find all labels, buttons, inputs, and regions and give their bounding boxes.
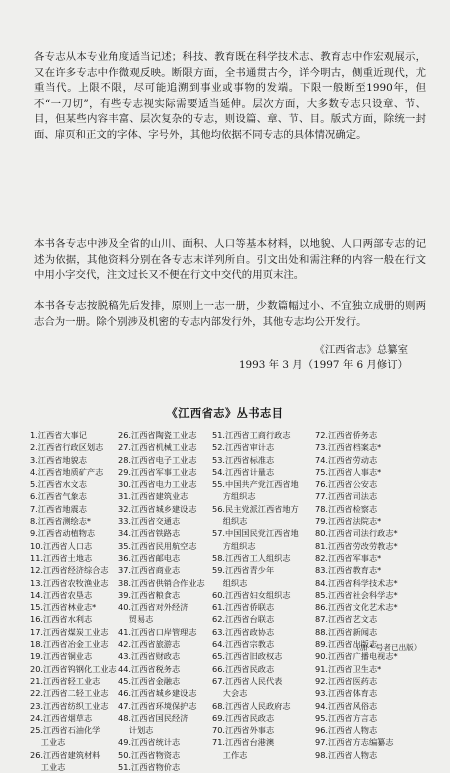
catalog-entry: 6.江西省气象志 [30, 491, 87, 502]
catalog-entry: 57.中国国民党江西省地 [212, 528, 299, 539]
catalog-entry: 17.江西省煤炭工业志 [30, 626, 109, 637]
catalog-entry: 41.江西省口岸管理志 [118, 626, 197, 637]
catalog-entry: 26.江西省陶瓷工业志 [118, 430, 197, 440]
catalog-entry: 1.江西省大事记 [30, 430, 87, 440]
catalog-entry: 50.江西省物资志 [118, 749, 181, 760]
catalog-entry: 4.江西省地质矿产志 [30, 466, 104, 477]
catalog-column-4 [315, 429, 398, 761]
catalog-entry: 27.江西省机械工业志 [118, 442, 197, 453]
catalog-entry: 76.江西省公安志 [315, 479, 378, 490]
catalog-entry: 69.江西省民政志 [212, 712, 275, 723]
catalog-entry: 工业志 [30, 737, 66, 748]
catalog-entry: 73.江西省档案志* [315, 442, 382, 453]
catalog-entry: 9.江西省动植物志 [30, 528, 96, 539]
catalog-entry: 32.江西省城乡建设志 [118, 503, 197, 514]
catalog-entry: 2.江西省行政区划志 [30, 442, 104, 453]
catalog-entry: 65.江西省旧政权志 [212, 651, 283, 662]
catalog-entry: 3.江西省地貌志 [30, 454, 87, 465]
catalog-entry: 58.江西省工人组织志 [212, 552, 291, 563]
catalog-entry: 方组织志 [212, 491, 256, 502]
catalog-entry: 31.江西省建筑业志 [118, 491, 189, 502]
catalog-entry: 28.江西省电子工业志 [118, 454, 197, 465]
catalog-entry: 92.江西省医药志 [315, 675, 378, 686]
catalog-entry: 49.江西省统计志 [118, 737, 181, 748]
paragraph-scope: 各专志从本专业角度适当记述；科技、教育既在科学技术志、教育志中作宏观展示，又在许多专志中作微观反映。断限方面，全书通贯古今，详今明古，侧重近现代，尤重当代。上限不限，尽可能追溯到事业或事物的发端。下限一般断至1990年，但不“一刀切”，有些专志视实际需要适当延伸。层次方面，大多数专志只设章、节、目，但某些内容丰富、层次复杂的专志，则设篇、章、节、目。版式方面，除统一封面、扉页和正文的字体、字号外，其他均依据不同专志的具体情况确定。 [34, 51, 426, 141]
catalog-entry: 15.江西省林业志* [30, 602, 97, 613]
catalog-entry: 48.江西省国民经济 [118, 712, 189, 723]
catalog-entry: 60.江西省妇女组织志 [212, 589, 291, 600]
catalog-entry: 54.江西省计量志 [212, 466, 275, 477]
catalog-entry: 贸易志 [118, 614, 154, 625]
catalog-entry: 39.江西省粮食志 [118, 589, 181, 600]
editor-signature: 《江西省志》总纂室 [314, 344, 408, 356]
catalog-entry: 43.江西省财政志 [118, 651, 181, 662]
catalog-entry: 23.江西省纺织工业志 [30, 700, 109, 711]
catalog-entry: 91.江西省卫生志* [315, 663, 382, 674]
catalog-entry: 61.江西省侨联志 [212, 602, 275, 613]
catalog-entry: 13.江西省农牧渔业志 [30, 577, 109, 588]
catalog-entry: 82.江西省军事志* [315, 552, 382, 563]
catalog-entry: 12.江西省经济综合志 [30, 565, 109, 576]
catalog-entry: 79.江西省法院志* [315, 516, 382, 527]
catalog-entry: 67.江西省人民代表 [212, 675, 283, 686]
catalog-entry: 29.江西省军事工业志 [118, 466, 197, 477]
catalog-entry: 62.江西省台联志 [212, 614, 275, 625]
catalog-entry: 78.江西省检察志 [315, 503, 378, 514]
catalog-entry: 51.江西省物价志 [118, 762, 181, 773]
catalog-entry: 83.江西省教育志* [315, 565, 382, 576]
catalog-entry: 25.江西省石油化学 [30, 725, 101, 736]
catalog-entry: 47.江西省环境保护志 [118, 700, 197, 711]
catalog-entry: 66.江西省民政志 [212, 663, 275, 674]
catalog-entry: 7.江西省地震志 [30, 503, 87, 514]
catalog-entry: 75.江西省人事志* [315, 466, 382, 477]
catalog-entry: 80.江西省司法行政志* [315, 528, 398, 539]
paragraph-publishing: 本书各专志按脱稿先后发排，原则上一志一册，少数篇幅过小、不宜独立成册的则两志合为一册。除个别涉及机密的专志内部发行外，其他专志均公开发行。 [34, 300, 426, 328]
catalog-entry: 95.江西省方言志 [315, 712, 378, 723]
catalog-entry: 34.江西省铁路志 [118, 528, 181, 539]
catalog-entry: 26.江西省建筑材料 [30, 749, 101, 760]
catalog-entry: 40.江西省对外经济 [118, 602, 189, 613]
catalog-entry: 19.江西省铜业志 [30, 651, 93, 662]
catalog-entry: 59.江西省青少年 [212, 565, 275, 576]
published-footnote: （加 * 号者已出版） [352, 643, 422, 652]
catalog-entry: 33.江西省交通志 [118, 516, 181, 527]
catalog-entry: 计划志 [118, 725, 154, 736]
catalog-entry: 11.江西省土地志 [30, 552, 93, 563]
catalog-entry: 30.江西省电力工业志 [118, 479, 197, 490]
catalog-entry: 16.江西省水利志 [30, 614, 93, 625]
catalog-entry: 22.江西省二轻工业志 [30, 688, 109, 699]
catalog-entry: 89.江西省出版志 [315, 639, 378, 650]
catalog-entry: 工作志 [212, 749, 248, 760]
catalog-entry: 93.江西省体育志 [315, 688, 378, 699]
catalog-entry: 64.江西省宗教志 [212, 639, 275, 650]
catalog-entry: 94.江西省风俗志 [315, 700, 378, 711]
catalog-entry: 52.江西省审计志 [212, 442, 275, 453]
catalog-entry: 81.江西省劳改劳教志* [315, 540, 398, 551]
catalog-entry: 10.江西省人口志 [30, 540, 93, 551]
catalog-entry: 方组织志 [212, 540, 256, 551]
catalog-entry: 大会志 [212, 688, 248, 699]
catalog-entry: 42.江西省旅游志 [118, 639, 181, 650]
catalog-entry: 77.江西省司法志 [315, 491, 378, 502]
catalog-entry: 36.江西省邮电志 [118, 552, 181, 563]
catalog-entry: 44.江西省税务志 [118, 663, 181, 674]
catalog-entry: 5.江西省水文志 [30, 479, 87, 490]
catalog-entry: 53.江西省标准志 [212, 454, 275, 465]
catalog-entry: 63.江西省政协志 [212, 626, 275, 637]
catalog-entry: 45.江西省金融志 [118, 675, 181, 686]
catalog-entry: 88.江西省新闻志 [315, 626, 378, 637]
catalog-entry: 37.江西省商业志 [118, 565, 181, 576]
catalog-entry: 20.江西省钨钢化工业志 [30, 663, 117, 674]
catalog-entry: 38.江西省供销合作业志 [118, 577, 205, 588]
catalog-column-1 [30, 429, 117, 773]
catalog-entry: 组织志 [212, 577, 248, 588]
catalog-entry: 84.江西省科学技术志* [315, 577, 398, 588]
catalog-entry: 55.中国共产党江西省地 [212, 479, 299, 490]
catalog-entry: 74.江西省劳动志 [315, 454, 378, 465]
catalog-entry: 14.江西省农垦志 [30, 589, 93, 600]
catalog-entry: 90.江西省广播电视志* [315, 651, 398, 662]
catalog-entry: 24.江西省烟草志 [30, 712, 93, 723]
catalog-entry: 85.江西省社会科学志* [315, 589, 398, 600]
catalog-entry: 70.江西省外事志 [212, 725, 275, 736]
paragraph-sources: 本书各专志中涉及全省的山川、面积、人口等基本材料，以地貌、人口两部专志的记述为依据，其他资料分别在各专志末详列所自。引文出处和需注释的内容一般在行文中用小字交代，注文过长又不便在行文中交代的用页末注。 [34, 238, 426, 282]
catalog-entry: 98.江西省人物志 [315, 749, 378, 760]
catalog-entry: 97.江西省方志编纂志 [315, 737, 394, 748]
catalog-entry: 8.江西省测绘志* [30, 516, 92, 527]
catalog-column-3 [212, 429, 299, 761]
catalog-entry: 46.江西省城乡建设志 [118, 688, 197, 699]
catalog-entry: 71.江西省台港澳 [212, 737, 275, 748]
signature-date: 1993 年 3 月（1997 年 6 月修订） [238, 359, 408, 371]
catalog-entry: 21.江西省轻工业志 [30, 675, 101, 686]
catalog-entry: 87.江西省艺文志 [315, 614, 378, 625]
catalog-entry: 56.民主党派江西省地方 [212, 503, 299, 514]
catalog-entry: 96.江西省人物志 [315, 725, 378, 736]
catalog-entry: 工业志 [30, 762, 66, 773]
catalog-entry: 18.江西省冶金工业志 [30, 639, 109, 650]
catalog-entry: 51.江西省工商行政志 [212, 430, 291, 440]
catalog-entry: 组织志 [212, 516, 248, 527]
catalog-entry: 86.江西省文化艺术志* [315, 602, 398, 613]
catalog-column-2 [118, 429, 205, 773]
catalog-title: 《江西省志》丛书志目 [166, 406, 284, 420]
catalog-entry: 35.江西省民用航空志 [118, 540, 197, 551]
catalog-entry: 68.江西省人民政府志 [212, 700, 291, 711]
catalog-entry: 72.江西省侨务志 [315, 430, 378, 440]
